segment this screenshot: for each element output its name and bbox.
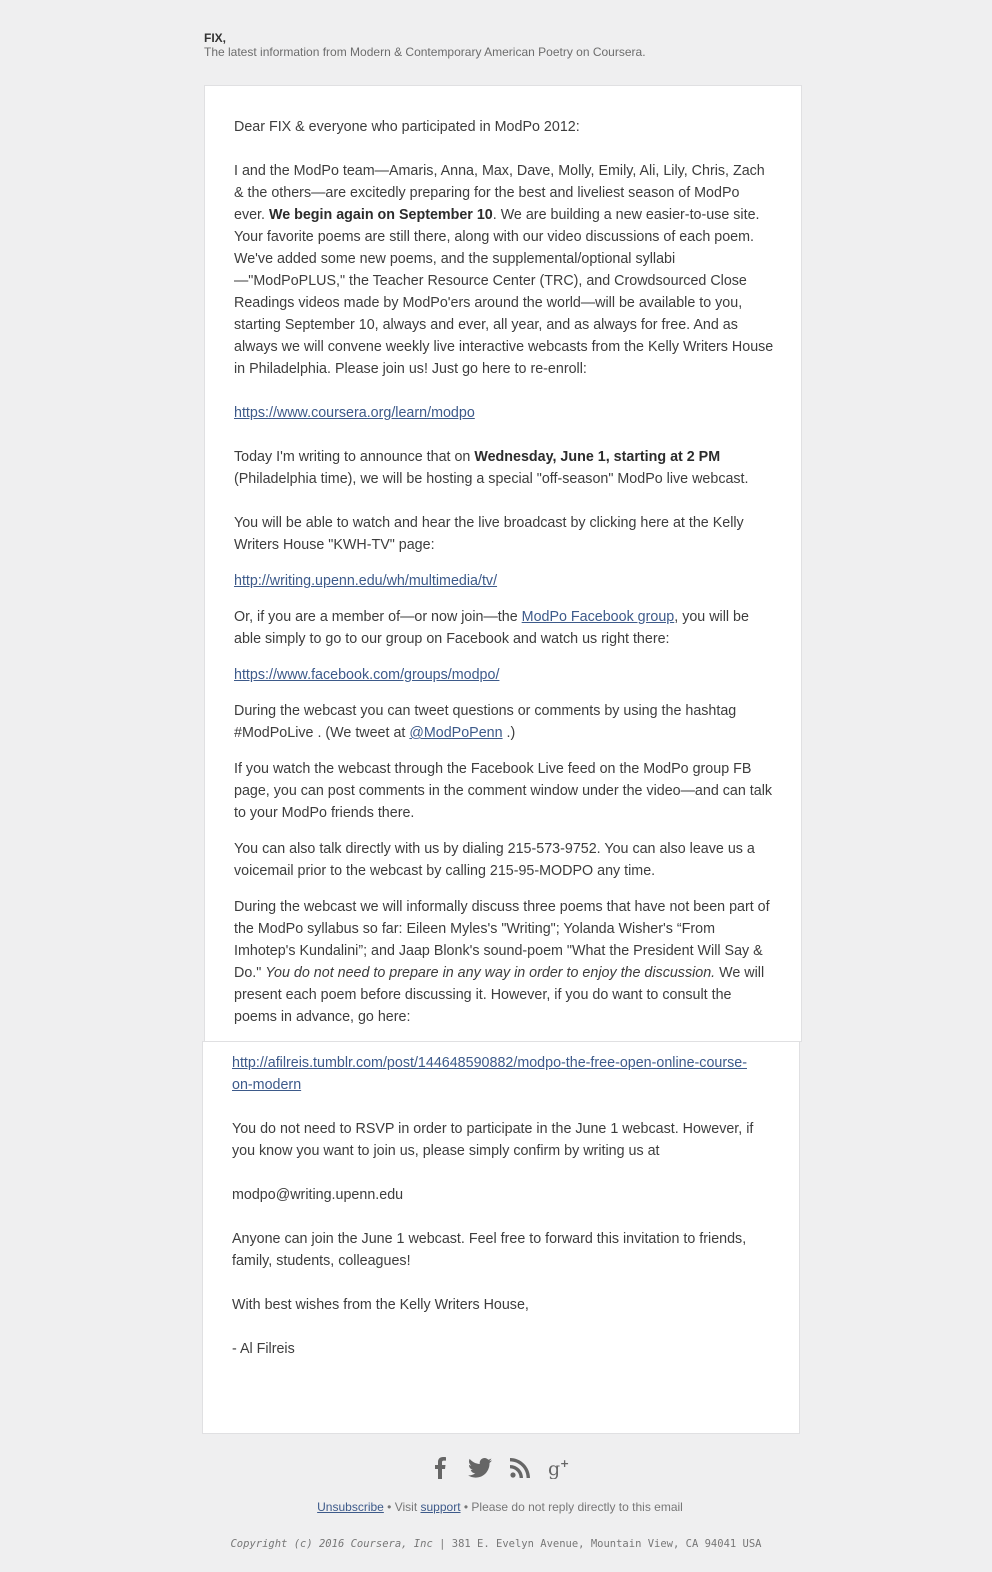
greeting: FIX, xyxy=(204,31,227,45)
paragraph-twitter: During the webcast you can tweet questions or comments by using the hashtag #ModPoLive . (We tweet at @ModPoPenn .) xyxy=(234,703,737,741)
paragraph-season: I and the ModPo team—Amaris, Anna, Max, Dave, Molly, Emily, Ali, Lily, Chris, Zach & the others—are excitedly preparing for the best and liveliest season of ModPo ever. We begin again on September 10. We are building a new easier-to-use site. Your favorite poems are still there, along with our video discussions of each poem. We've added some new poems, and the supplemental/optional syllabi —"ModPoPLUS," the Teacher Resource Center (TRC), and Crowdsourced Close Readings videos made by ModPo'ers around the world—will be available to you, starting September 10, always and ever, all year, and as always for free. And as always we will convene weekly live interactive webcasts from the Kelly Writers House in Philadelphia. Please join us! Just go here to re-enroll: xyxy=(234,163,774,377)
footer-links: Unsubscribe • Visit support • Please do not reply directly to this email xyxy=(317,1500,683,1514)
bold-date: We begin again on September 10 xyxy=(268,207,493,223)
tumblr-link[interactable]: http://afilreis.tumblr.com/post/144648590882/modpo-the-free-open-online-course-on-modern xyxy=(232,1055,747,1093)
coursera-link[interactable]: https://www.coursera.org/learn/modpo xyxy=(234,405,475,421)
facebook-icon[interactable] xyxy=(428,1455,452,1481)
contact-email: modpo@writing.upenn.edu xyxy=(232,1187,404,1203)
email-body-card-top xyxy=(204,85,802,1042)
email-body-card-bottom xyxy=(202,1041,800,1434)
google-plus-icon[interactable] xyxy=(548,1455,572,1481)
closing: With best wishes from the Kelly Writers House, xyxy=(232,1297,529,1313)
paragraph-rsvp: You do not need to RSVP in order to participate in the June 1 webcast. However, if you know you want to join us, please simply confirm by writing us at xyxy=(232,1121,754,1159)
support-link[interactable]: support xyxy=(420,1500,461,1514)
svg-text:+: + xyxy=(560,1457,570,1470)
preheader-subtitle: The latest information from Modern & Contemporary American Poetry on Coursera. xyxy=(204,45,646,59)
unsubscribe-link[interactable]: Unsubscribe xyxy=(317,1500,384,1514)
signature: - Al Filreis xyxy=(232,1341,295,1357)
salutation: Dear FIX & everyone who participated in ModPo 2012: xyxy=(234,119,580,135)
twitter-handle-link[interactable]: @ModPoPenn xyxy=(409,725,503,741)
paragraph-phone: You can also talk directly with us by dialing 215-573-9752. You can also leave us a voicemail prior to the webcast by calling 215-95-MODPO any time. xyxy=(234,841,755,879)
rss-icon[interactable] xyxy=(508,1455,532,1481)
preheader xyxy=(204,31,646,59)
italic-note: You do not need to prepare in any way in order to enjoy the discussion. xyxy=(265,965,716,981)
copyright: Copyright (c) 2016 Coursera, Inc | 381 E. Evelyn Avenue, Mountain View, CA 94041 USA xyxy=(230,1538,762,1550)
facebook-url-link[interactable]: https://www.facebook.com/groups/modpo/ xyxy=(234,667,500,683)
bold-webcast-date: Wednesday, June 1, starting at 2 PM xyxy=(474,449,721,465)
svg-text:g: g xyxy=(548,1458,561,1479)
paragraph-kwh: You will be able to watch and hear the live broadcast by clicking here at the Kelly Writers House "KWH-TV" page: xyxy=(234,515,744,553)
paragraph-announce: Today I'm writing to announce that on Wednesday, June 1, starting at 2 PM (Philadelphia time), we will be hosting a special "off-season" ModPo live webcast. xyxy=(234,449,749,487)
facebook-group-link[interactable]: ModPo Facebook group xyxy=(521,609,675,625)
paragraph-poems: During the webcast we will informally discuss three poems that have not been part of the ModPo syllabus so far: Eileen Myles's "Writing"; Yolanda Wisher's “From Imhotep's Kundalini”; and Jaap Blonk's sound-poem "What the President Will Say & Do." You do not need to prepare in any way in order to enjoy the discussion. We will present each poem before discussing it. However, if you do want to consult the poems in advance, go here: xyxy=(234,899,770,1025)
social-icons xyxy=(4,1455,992,1481)
paragraph-facebook: Or, if you are a member of—or now join—the ModPo Facebook group, you will be able simply to go to our group on Facebook and watch us right there: xyxy=(234,609,749,647)
kwh-tv-link[interactable]: http://writing.upenn.edu/wh/multimedia/tv/ xyxy=(234,573,498,589)
paragraph-fb-live: If you watch the webcast through the Facebook Live feed on the ModPo group FB page, you can post comments in the comment window under the video—and can talk to your ModPo friends there. xyxy=(234,761,773,821)
paragraph-forward: Anyone can join the June 1 webcast. Feel free to forward this invitation to friends, family, students, colleagues! xyxy=(232,1231,747,1269)
twitter-icon[interactable] xyxy=(468,1455,492,1481)
